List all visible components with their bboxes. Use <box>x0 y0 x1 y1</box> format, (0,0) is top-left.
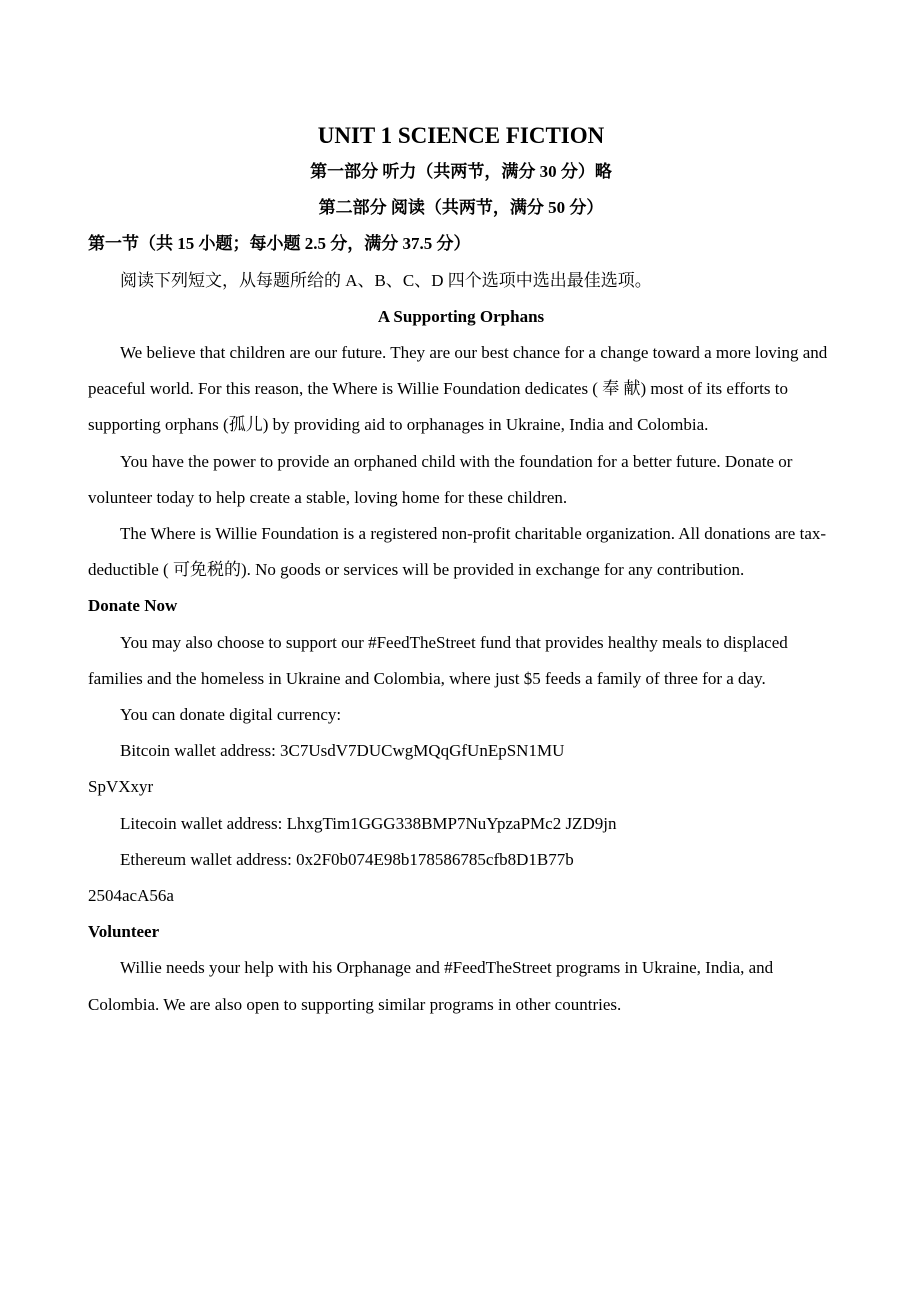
donate-paragraph: You may also choose to support our #FeedTheStreet fund that provides healthy meals to displaced families and the homeless in Ukraine and Colombia, where just $5 feeds a family of three for a day. <box>88 632 788 688</box>
bitcoin-address-line1: Bitcoin wallet address: 3C7UsdV7DUCwgMQqGfUnEpSN1MU <box>120 741 565 761</box>
section1-heading: 第一节（共 15 小题；每小题 2.5 分，满分 37.5 分） <box>88 234 471 254</box>
part2-heading: 第二部分 阅读（共两节，满分 50 分） <box>318 198 604 218</box>
volunteer-paragraph: Willie needs your help with his Orphanage and #FeedTheStreet programs in Ukraine, India, and Colombia. We are also open to supporting similar programs in other countries. <box>88 958 774 1014</box>
ethereum-address-line2: 2504acA56a <box>88 886 174 906</box>
document-page <box>88 118 834 1023</box>
unit-title: UNIT 1 SCIENCE FICTION <box>317 123 605 148</box>
volunteer-heading: Volunteer <box>88 922 160 942</box>
article-paragraph-2: You have the power to provide an orphaned child with the foundation for a better future. Donate or volunteer today to help create a stable, loving home for these children. <box>88 451 793 507</box>
article-paragraph-1: We believe that children are our future. They are our best chance for a change toward a more loving and peaceful world. For this reason, the Where is Willie Foundation dedicates ( 奉 献) most of its efforts to supporting orphans (孤儿) by providing aid to orphanages in Ukraine, India and Colombia. <box>88 343 828 435</box>
ethereum-address-line1: Ethereum wallet address: 0x2F0b074E98b178586785cfb8D1B77b <box>120 849 574 869</box>
article-title: A Supporting Orphans <box>377 306 545 326</box>
donate-heading: Donate Now <box>88 596 178 616</box>
instruction-text: 阅读下列短文，从每题所给的 A、B、C、D 四个选项中选出最佳选项。 <box>120 270 652 290</box>
article-paragraph-3: The Where is Willie Foundation is a registered non-profit charitable organization. All donations are tax-deductible ( 可免税的). No goods or services will be provided in exchange for any contribution. <box>88 524 827 580</box>
litecoin-address: Litecoin wallet address: LhxgTim1GGG338BMP7NuYpzaPMc2 JZD9jn <box>120 813 617 833</box>
digital-currency-intro: You can donate digital currency: <box>120 705 342 725</box>
bitcoin-address-line2: SpVXxyr <box>88 777 154 797</box>
part1-heading: 第一部分 听力（共两节，满分 30 分）略 <box>310 162 612 181</box>
